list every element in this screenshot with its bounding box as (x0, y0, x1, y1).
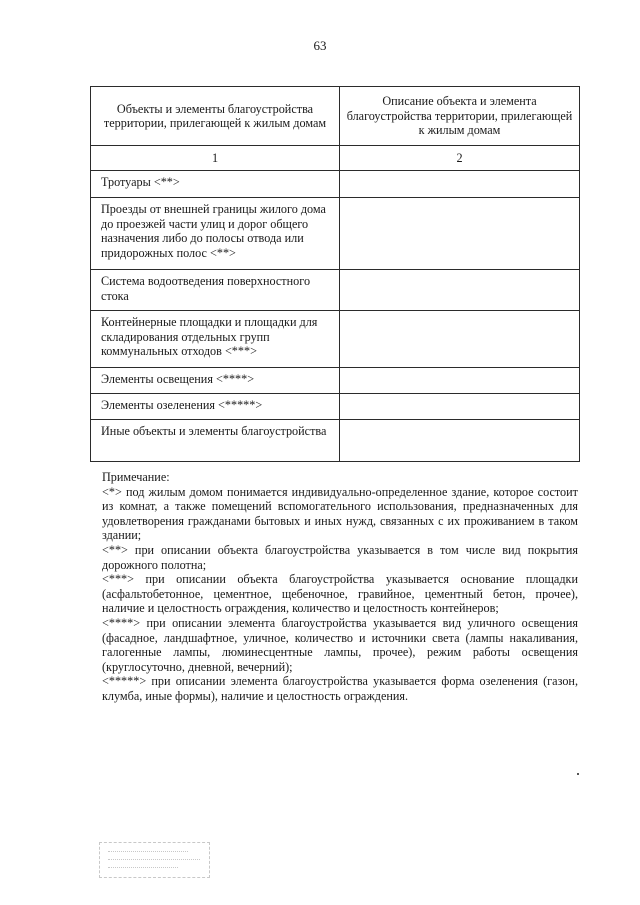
column-number-1: 1 (91, 146, 340, 171)
table-row (91, 394, 580, 420)
description-cell (340, 198, 580, 270)
object-cell: Элементы озеленения <*****> (91, 394, 340, 420)
description-cell (340, 311, 580, 368)
table-row (91, 171, 580, 198)
table-row (91, 198, 580, 270)
object-cell: Контейнерные площадки и площадки для складирования отдельных групп коммунальных отходов <***> (91, 311, 340, 368)
description-cell (340, 420, 580, 462)
page-number: 63 (313, 38, 327, 53)
object-cell: Тротуары <**> (91, 171, 340, 198)
note-item: <****> при описании элемента благоустройства указывается вид уличного освещения (фасадное, ландшафтное, уличное, количество и источники света (лампы накаливания, галогенные лампы, люминесцентные лампы, прочее), режим работы освещения (круглосуточно, дневной, вечерний); (102, 615, 578, 674)
table-row (91, 368, 580, 394)
table-row (91, 420, 580, 462)
description-cell (340, 368, 580, 394)
object-cell: Иные объекты и элементы благоустройства (91, 420, 340, 462)
object-cell: Элементы освещения <****> (91, 368, 340, 394)
header-description: Описание объекта и элемента благоустройства территории, прилегающей к жилым домам (340, 87, 580, 146)
object-cell: Система водоотведения поверхностного стока (91, 270, 340, 311)
notes-title: Примечание: (102, 470, 170, 484)
header-objects: Объекты и элементы благоустройства территории, прилегающей к жилым домам (91, 87, 340, 146)
objects-table (90, 86, 580, 462)
note-item: <***> при описании объекта благоустройства указывается основание площадки (асфальтобетонное, цементное, щебеночное, гравийное, цементный бетон, прочее), наличие и целостность ограждения, количество и целостность контейнеров; (102, 572, 578, 616)
scan-speck (577, 773, 579, 775)
column-number-2: 2 (340, 146, 580, 171)
table-row (91, 311, 580, 368)
description-cell (340, 394, 580, 420)
note-item: <**> при описании объекта благоустройства указывается в том числе вид покрытия дорожного полотна; (102, 542, 578, 572)
faded-stamp (99, 842, 210, 878)
table-header-row (91, 87, 580, 146)
notes-section (102, 470, 578, 704)
note-item: <*> под жилым домом понимается индивидуально-определенное здание, которое состоит из комнат, а также помещений вспомогательного использования, предназначенных для удовлетворения гражданами бытовых и иных нужд, связанных с их проживанием в таком здании; (102, 484, 578, 543)
description-cell (340, 270, 580, 311)
table-row (91, 270, 580, 311)
object-cell: Проезды от внешней границы жилого дома до проезжей части улиц и дорог общего назначения либо до полосы отвода или придорожных полос <**> (91, 198, 340, 270)
description-cell (340, 171, 580, 198)
column-number-row (91, 146, 580, 171)
note-item: <*****> при описании элемента благоустройства указывается форма озеленения (газон, клумба, иные формы), наличие и целостность ограждения. (102, 674, 578, 703)
